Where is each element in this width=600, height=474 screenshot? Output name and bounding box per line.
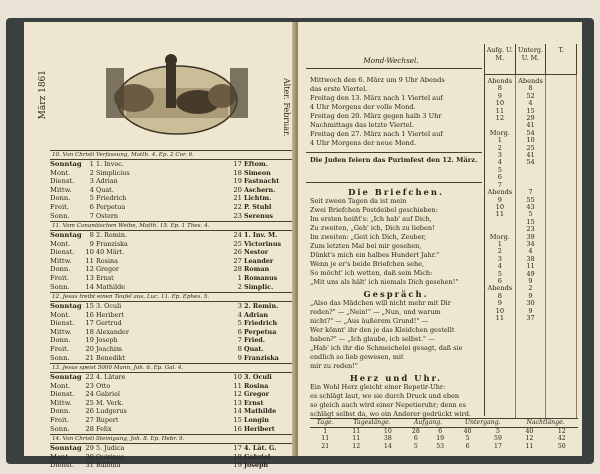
table-cell [546,315,576,322]
table-cell: 15 [526,106,535,115]
table-column [516,75,547,418]
table-cell: 49 [526,269,535,278]
table-cell: 5 [528,210,533,219]
week-row: Sonntag Mont. Dienst. Mittw. Donn. Freit. Sonn. 1 2 3 4 5 6 7 1. Invoc. Simplicius Adrian Quat. Friedrich Perpetua Ostern 17 18 19 20 21 22 23 Eftom. Simeon Fastnacht Aschern. Lichtm. P. Stuhl Serenus [50,160,280,220]
table-cell: 37 [526,314,535,322]
divider [306,152,482,153]
left-page [24,22,297,470]
table-cell: 2 [497,247,502,256]
table-cell: 7 [497,180,502,189]
calendar-grid [50,150,296,474]
jewish-holiday-note: Die Juden feiern das Purimfest den 12. März. [310,156,478,164]
moon-changes-title: Mond-Wechsel. [363,56,419,65]
table-cell: 8 [497,84,502,93]
table-cell: 3 [497,151,502,160]
table-cell: 4 [497,158,502,167]
table-cell: Abends [487,188,513,197]
table-cell: 55 [526,195,535,204]
table-cell: 41 [526,151,535,160]
table-cell: 7 [528,188,533,197]
moon-rise-set-table [484,44,577,416]
week-row: Sonntag Mont. Dienst. Mittw. Donn. Freit. Sonn. 8 9 10 11 12 13 14 2. Remin. Franziska 40 Märt. Rosina Gregor Ernst Mathilde 24 25 26 27 28 1 2 1. Inv. M. Victorinus Nestor Leander Roman Romanus Simplic. [50,231,282,291]
week-heading: 14. Von Christi Steinigung, Joh. 8. Ep. Hebr. 9. [50,434,296,444]
table-cell: 10 [495,202,505,211]
table-cell: 1 [497,239,502,248]
table-cell: 2 [528,284,533,293]
table-cell: 9 [497,91,502,100]
divider [306,68,482,69]
week-row: Sonntag Mont. Dienst. Mittw. Donn. Freit. Sonn. 15 16 17 18 19 20 21 3. Oculi Heribert Gertrud Alexander Joseph Joachim Benedikt 3 4 5 6 7 8 9 2. Remin. Adrian Friedrich Perpetua Fried. Quat. Franziska [50,302,279,362]
week-heading: 10. Von Christi Verfassung, Matth. 4. Ep. 2 Cor. 6. [50,150,296,160]
divider [306,182,482,183]
shepherd-vignette [106,42,248,142]
table-cell: 10 [495,99,505,108]
table-cell: 9 [528,276,533,285]
table-cell: 15 [526,217,535,226]
table-cell: 1 [497,136,502,145]
story-section: Die Briefchen. Seit zween Tagen da ist mein Zwei Briefchen Postdeibel geschieben: Im ersten heißt's: „Ich hab' auf Dich, Zu zweiten, „Geh' ich, Dich zu lieben! Im zweiten: „Geit ich Dich, Zeuber, Zum letzten Mal bei mir gesehen, Dünkt's mich ein halbes Hundert Jahr." Wenn je er's beide Briefchen sehe, So möcht' ich wetten, daß sein Mich: „Mit uns als hält' ich niemals Dich gesehen!" Gespräch. „Also das Mädchen will nicht mehr mit Dir reden?" — „Nein!" — „Nun, und warum nicht?" — „Aus äußerem Grund!" — Wer könnt' ihr den je das Kleidchen gestellt haben?" — „Ich glaube, ich selbst." — „Hab' ich ihr die Schmeichelei gesagt, daß sie endlich so lieb gewesen, mit mir zu reden!" Herz und Uhr. Ein Wohl Herz gleicht einer Repetir-Uhr: es schlägt laut, wo sie durch Druck und eben so gleich auch wird einer Nepetieruhr; denn es schlägt selbst da, wo ein Anderer gedrückt wird. [310,188,482,422]
table-cell: 12 [495,114,505,123]
table-cell: 6 [497,276,502,285]
table-cell: Morg. [489,232,510,241]
table-cell: Abends [518,77,543,85]
table-cell: 9 [497,195,502,204]
table-cell: 2 [497,143,502,152]
story-title: Die Briefchen. [348,187,444,197]
table-cell: 4 [528,99,533,108]
table-cell: 3 [497,254,502,263]
table-cell: 54 [526,128,535,137]
table-cell: 29 [526,114,535,123]
table-cell: 9 [497,299,502,308]
heart-title: Herz und Uhr. [349,373,443,383]
table-header: Aufg. U. M. [485,44,516,74]
table-cell: 39 [526,232,535,241]
table-cell: 41 [526,121,535,130]
moon-changes: Mittwoch den 6. März um 9 Uhr Abends das erste Viertel. Freitag den 13. März nach 1 Viertel auf 4 Uhr Morgens der volle Mond. Freitag den 20. März gegen halb 3 Uhr Nachmittags das letzte Viertel. Freitag den 27. März nach 1 Viertel auf 4 Uhr Morgens der neue Mond. [310,76,445,147]
page-date: März 1861 [38,70,48,120]
week-row: Sonntag Mont. Dienst. 29 30 31 5. Judica Quirinus Balbina 17 18 19 4. Lät. G. Gabriel Joseph [50,444,277,470]
day-length-table: Tage. Tageslänge. Aufgang. Untergang. Nachtlänge. 1 11 10 28 6 40 5 40 12 11 11 38 6 19 5 59 12 42 21 12 14 5 53 6 17 11 50 [310,418,578,450]
table-cell: 4 [497,262,502,271]
dialog-title: Gespräch. [363,289,429,299]
week-heading: 11. Vom Cananäischen Weibe, Matth. 15. Ep. 1 Thes. 4. [50,221,296,231]
table-cell: 4 [528,247,533,256]
table-cell: 8 [497,291,502,300]
table-cell: 11 [495,314,505,322]
table-cell: 6 [497,173,502,182]
table-cell: 30 [526,299,535,308]
table-cell: 52 [526,91,535,100]
table-cell: 10 [495,306,505,315]
table-cell: 5 [497,165,502,174]
week-heading: 12. Jesus treibt einen Teufel aus, Luc. 11. Ep. Ephes. 5. [50,292,296,302]
table-cell: 11 [495,210,505,219]
table-cell: 11 [526,262,535,271]
table-cell: 11 [495,106,505,115]
table-cell: 10 [526,136,535,145]
table-cell: 34 [526,239,535,248]
table-column [485,75,516,418]
table-cell: 25 [526,143,535,152]
table-cell: Morg. [489,128,510,137]
table-cell: 8 [528,84,533,93]
header-illustration [30,30,290,150]
table-cell: 38 [526,254,535,263]
table-header: Unterg. U. M. [516,44,547,74]
table-cell: Abends [487,284,513,293]
page-title: Alter. Februar. [282,78,291,137]
table-cell: 43 [526,202,535,211]
table-cell: Abends [487,77,513,85]
week-row: Sonntag Mont. Dienst. Mittw. Donn. Freit. Sonn. 22 23 24 25 26 27 28 4. Lätare Otto Gabriel M. Verk. Ludgerus Rupert Felix 10 11 12 13 14 15 16 3. Oculi Rosina Gregor Ernst Mathilde Longin Heribert [50,373,277,433]
table-cell: 5 [497,269,502,278]
table-cell: 9 [528,306,533,315]
table-column [546,75,577,418]
table-header: T. [546,44,577,74]
table-cell: 23 [526,225,535,234]
week-heading: 13. Jesus speist 5000 Mann, Joh. 6. Ep. Gal. 4. [50,363,296,373]
table-cell: 9 [528,291,533,300]
right-page [298,22,582,456]
table-cell: 54 [526,158,535,167]
